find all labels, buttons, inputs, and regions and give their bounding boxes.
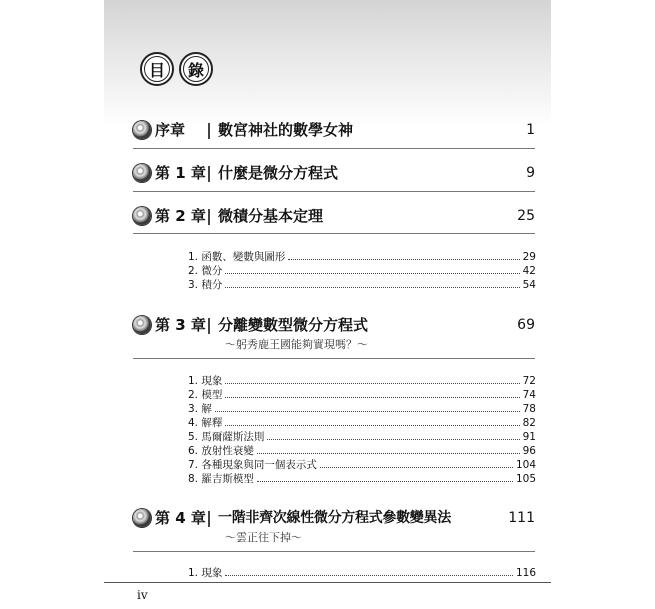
- section-page: 104: [515, 459, 536, 471]
- section-row[interactable]: [188, 567, 536, 580]
- page-number: iv: [137, 588, 148, 602]
- chapter-row-3[interactable]: [133, 315, 535, 335]
- section-label: 4. 解釋: [188, 417, 223, 429]
- toc-page: [104, 0, 551, 609]
- section-label: 3. 積分: [188, 279, 223, 291]
- section-page: 29: [522, 251, 536, 263]
- chapter-label: 第 1 章: [155, 164, 206, 182]
- chapter-bullet-icon: [133, 207, 151, 225]
- chapter-divider: [133, 191, 535, 192]
- section-page: 105: [515, 473, 536, 485]
- section-page: 72: [522, 375, 536, 387]
- chapter-label: 序章: [155, 121, 186, 139]
- dot-leader: [225, 567, 513, 576]
- title-badge-mu: [140, 52, 174, 86]
- chapter-label: 第 3 章: [155, 316, 206, 334]
- dot-leader: [267, 431, 519, 440]
- chapter-bullet-icon: [133, 509, 151, 527]
- chapter-divider: [133, 148, 535, 149]
- section-row[interactable]: [188, 251, 536, 264]
- chapter-subtitle: ～躬秀鹿王國能夠實現嗎？～: [225, 338, 368, 351]
- section-label: 7. 各種現象與同一個表示式: [188, 459, 317, 471]
- section-label: 6. 放射性衰變: [188, 445, 254, 457]
- chapter-page: 111: [508, 510, 535, 526]
- chapter-page: 69: [517, 317, 535, 333]
- section-label: 2. 微分: [188, 265, 223, 277]
- dot-leader: [225, 375, 519, 384]
- section-row[interactable]: [188, 417, 536, 430]
- chapter-bullet-icon: [133, 121, 151, 139]
- chapter-subtitle: ～雲正往下掉～: [225, 531, 302, 544]
- chapter-title: 什麼是微分方程式: [218, 164, 339, 182]
- chapter-separator: [208, 511, 210, 527]
- section-label: 2. 模型: [188, 389, 223, 401]
- chapter-divider: [133, 358, 535, 359]
- title-char-1: 目: [144, 56, 170, 82]
- chapter-row-prologue[interactable]: [133, 120, 535, 140]
- dot-leader: [257, 445, 520, 454]
- dot-leader: [225, 389, 519, 398]
- dot-leader: [257, 473, 513, 482]
- chapter-title: 微積分基本定理: [218, 207, 324, 225]
- chapter-page: 9: [526, 165, 535, 181]
- section-label: 1. 函數、變數與圖形: [188, 251, 286, 263]
- chapter-row-2[interactable]: [133, 206, 535, 226]
- chapter-separator: [208, 318, 210, 334]
- chapter-row-1[interactable]: [133, 163, 535, 183]
- section-row[interactable]: [188, 265, 536, 278]
- section-label: 8. 羅吉斯模型: [188, 473, 254, 485]
- dot-leader: [215, 403, 520, 412]
- dot-leader: [225, 417, 519, 426]
- section-page: 82: [522, 417, 536, 429]
- chapter-label: 第 2 章: [155, 207, 206, 225]
- section-page: 116: [515, 567, 536, 579]
- section-label: 5. 馬爾薩斯法則: [188, 431, 265, 443]
- section-label: 1. 現象: [188, 567, 223, 579]
- chapter-title: 一階非齊次線性微分方程式參數變異法: [218, 510, 451, 526]
- section-row[interactable]: [188, 431, 536, 444]
- section-row[interactable]: [188, 403, 536, 416]
- dot-leader: [225, 279, 519, 288]
- dot-leader: [288, 251, 519, 260]
- dot-leader: [225, 265, 519, 274]
- chapter-separator: [208, 123, 210, 139]
- chapter-label: 第 4 章: [155, 509, 206, 527]
- section-row[interactable]: [188, 473, 536, 486]
- chapter-separator: [208, 209, 210, 225]
- chapter-row-4[interactable]: [133, 508, 535, 528]
- section-page: 91: [522, 431, 536, 443]
- title-char-2: 錄: [183, 56, 209, 82]
- chapter-bullet-icon: [133, 316, 151, 334]
- section-label: 3. 解: [188, 403, 212, 415]
- section-row[interactable]: [188, 389, 536, 402]
- section-row[interactable]: [188, 459, 536, 472]
- title-badge-lu: [179, 52, 213, 86]
- chapter-divider: [133, 551, 535, 552]
- chapter-separator: [208, 166, 210, 182]
- chapter-title: 分離變數型微分方程式: [218, 316, 369, 334]
- chapter-bullet-icon: [133, 164, 151, 182]
- chapter-divider: [133, 233, 535, 234]
- section-row[interactable]: [188, 279, 536, 292]
- section-label: 1. 現象: [188, 375, 223, 387]
- chapter-title: 數宮神社的數學女神: [218, 121, 354, 139]
- section-row[interactable]: [188, 445, 536, 458]
- footer-rule: [104, 582, 551, 583]
- section-page: 54: [522, 279, 536, 291]
- section-page: 74: [522, 389, 536, 401]
- section-page: 42: [522, 265, 536, 277]
- section-page: 78: [522, 403, 536, 415]
- chapter-page: 1: [526, 122, 535, 138]
- section-row[interactable]: [188, 375, 536, 388]
- section-page: 96: [522, 445, 536, 457]
- dot-leader: [320, 459, 513, 468]
- chapter-page: 25: [517, 208, 535, 224]
